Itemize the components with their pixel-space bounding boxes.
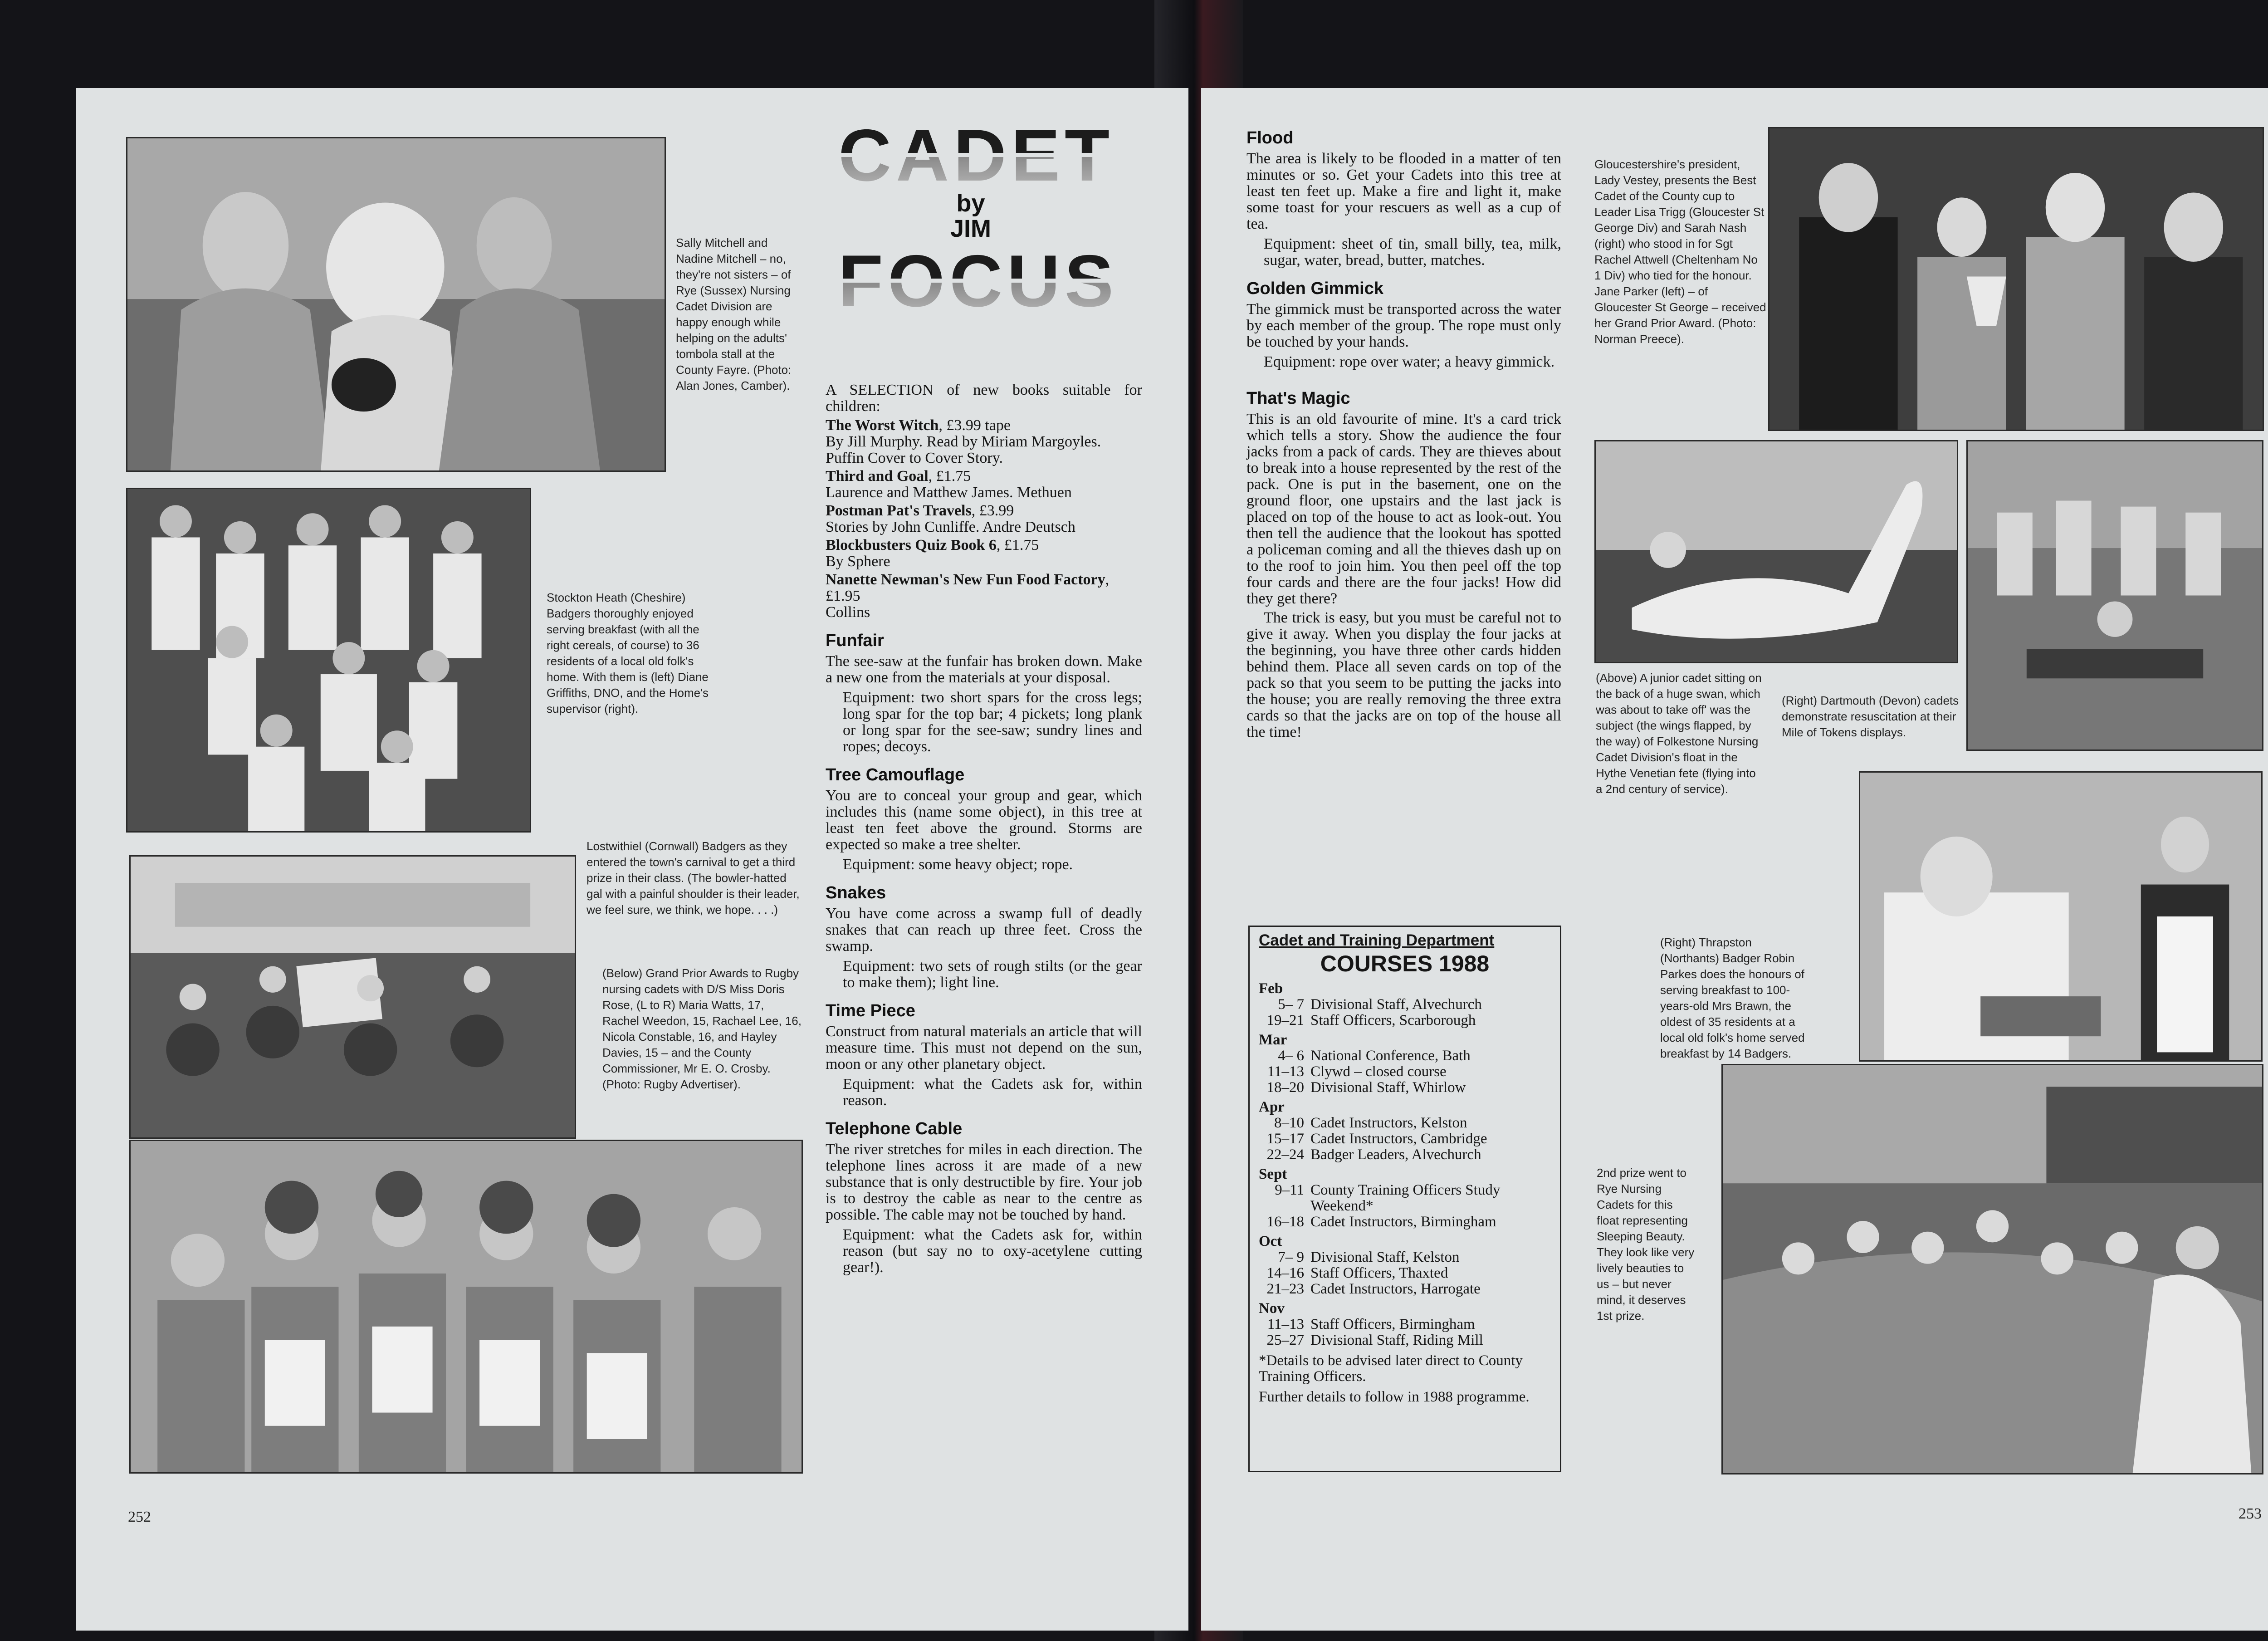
- section-equipment: Equipment: what the Cadets ask for, within reason.: [843, 1076, 1142, 1109]
- section-heading: Snakes: [826, 883, 886, 902]
- course-name: National Conference, Bath: [1310, 1048, 1471, 1064]
- course-name: Staff Officers, Scarborough: [1310, 1012, 1476, 1029]
- caption-tombola: Sally Mitchell and Nadine Mitchell – no, they're not sisters – of Rye (Sussex) Nursing Cadet Division are happy enough while helping on the adults' tombola stall at the County Fayre. (Photo: Alan Jones, Camber).: [676, 236, 792, 392]
- caption-stockton: Stockton Heath (Cheshire) Badgers thoroughly enjoyed serving breakfast (with all the right cereals, of course) to 36 residents of a local old folk's home. With them is (left) Diane Griffiths, DNO, and the Home's supervisor (right).: [547, 591, 709, 715]
- section-body: You are to conceal your group and gear, which includes this (name some object), in this tree at least ten feet above the ground. Storms are expected so make a tree shelter.: [826, 787, 1142, 853]
- section-body: This is an old favourite of mine. It's a card trick which tells a story. Show the audience the four jacks from a pack of cards. They are thieves about to break into a house represented by the rest of the pack. One is put in the basement, one on the ground floor, one upstairs and the last jack is placed on top of the house to act as look-out. You then tell the audience that the lookout has spotted a policeman coming and all the thieves dash up on to the roof to join him. You then peel off the top four cards and there are the four jacks! How did they get there?: [1246, 411, 1561, 607]
- caption-swan-float: (Above) A junior cadet sitting on the back of a huge swan, which was about to take off' was the subject (the wings flapped, by the way) of Folkestone Nursing Cadet Division's float in the Hythe Venetian fete (flying into a 2nd century of service).: [1596, 671, 1762, 796]
- course-month: Nov: [1259, 1300, 1285, 1317]
- photo-gloucestershire-cup: [1768, 127, 2264, 431]
- section-body: The river stretches for miles in each direction. The telephone lines across it are made of a new substance that is only destructible by fire. Your job is to destroy the cable as near to the centre as possible. The cable may not be touched by hand.: [826, 1141, 1142, 1223]
- course-event: [1259, 1147, 1551, 1163]
- course-month: Sept: [1259, 1166, 1287, 1182]
- course-event: [1259, 1064, 1551, 1080]
- course-name: Staff Officers, Thaxted: [1310, 1265, 1448, 1281]
- course-month: Oct: [1259, 1233, 1282, 1249]
- course-event: [1259, 1281, 1551, 1297]
- caption-sleeping-beauty: 2nd prize went to Rye Nursing Cadets for this float representing Sleeping Beauty. They look like very lively beauties to us – but never mind, it deserves 1st prize.: [1597, 1166, 1695, 1323]
- title-focus: FOCUS: [838, 240, 1118, 322]
- section-heading: Telephone Cable: [826, 1119, 963, 1138]
- caption-rugby-awards: (Below) Grand Prior Awards to Rugby nursing cadets with D/S Miss Doris Rose, (L to R) Maria Watts, 17, Rachel Weedon, 15, Rachael Lee, 16, Nicola Constable, 16, and Hayley Davies, 15 – and the County Commissioner, Mr E. O. Crosby. (Photo: Rugby Advertiser).: [602, 966, 802, 1091]
- section-body: The trick is easy, but you must be careful not to give it away. When you display the four jacks at the beginning, you have three other cards hidden behind them. Place all seven cards on top of the pack so that you seem to be putting the jacks into the house; you are really removing the three extra cards so that the jacks are on top of the house all the time!: [1246, 609, 1561, 740]
- course-event: [1259, 1265, 1551, 1281]
- course-dates: 5– 7: [1278, 996, 1304, 1013]
- course-dates: 22–24: [1266, 1146, 1304, 1163]
- section-body: The see-saw at the funfair has broken down. Make a new one from the materials at your disposal.: [826, 653, 1142, 686]
- photo-swan-float: [1594, 440, 1958, 663]
- course-dates: 15–17: [1266, 1131, 1304, 1147]
- course-month: Feb: [1259, 980, 1283, 997]
- course-dates: 21–23: [1266, 1281, 1304, 1297]
- course-name: County Training Officers Study Weekend*: [1310, 1182, 1501, 1214]
- photo-thrapston-breakfast: [1859, 771, 2263, 1062]
- courses-header: Cadet and Training Department: [1259, 931, 1495, 949]
- photo-sleeping-beauty-float: [1721, 1064, 2263, 1474]
- course-dates: 25–27: [1266, 1332, 1304, 1348]
- caption-dartmouth: (Right) Dartmouth (Devon) cadets demonstrate resuscitation at their Mile of Tokens displays.: [1782, 694, 1959, 739]
- course-name: Divisional Staff, Kelston: [1310, 1249, 1460, 1265]
- course-name: Badger Leaders, Alvechurch: [1310, 1146, 1481, 1163]
- section-heading: Tree Camouflage: [826, 765, 965, 784]
- course-name: Cadet Instructors, Birmingham: [1310, 1214, 1496, 1230]
- caption-lostwithiel: Lostwithiel (Cornwall) Badgers as they entered the town's carnival to get a third prize in their class. (The bowler-hatted gal with a painful shoulder is their leader, we feel sure, we think, we hope. . . .): [587, 839, 800, 916]
- page-number-right: 253: [2239, 1505, 2262, 1522]
- title-by: by: [956, 190, 985, 217]
- course-event: [1259, 1013, 1551, 1029]
- course-dates: 11–13: [1267, 1316, 1304, 1332]
- section-equipment: Equipment: sheet of tin, small billy, tea, milk, sugar, water, bread, butter, matches.: [1264, 235, 1561, 269]
- section-body: Construct from natural materials an article that will measure time. This must not depend on the sun, moon or any other planetary object.: [826, 1023, 1142, 1073]
- page-number-left: 252: [128, 1509, 151, 1525]
- section-equipment: Equipment: what the Cadets ask for, within reason (but say no to oxy-acetylene cutting gear!).: [843, 1226, 1142, 1276]
- courses-note: Further details to follow in 1988 programme.: [1259, 1389, 1530, 1405]
- photo-rugby-awards: [129, 1140, 803, 1474]
- right-text-column: [1246, 128, 1561, 743]
- courses-title: COURSES 1988: [1320, 951, 1490, 976]
- course-dates: 8–10: [1274, 1115, 1304, 1131]
- section-equipment: Equipment: two short spars for the cross legs; long spar for the top bar; 4 pickets; long plank or long spar for the see-saw; sundry lines and ropes; decoys.: [843, 689, 1142, 755]
- course-name: Divisional Staff, Riding Mill: [1310, 1332, 1483, 1348]
- courses-list: [1259, 981, 1551, 1348]
- book-item: The Worst Witch, £3.99 tape By Jill Murphy. Read by Miriam Margoyles. Puffin Cover to Cover Story.: [826, 417, 1101, 466]
- courses-note: *Details to be advised later direct to County Training Officers.: [1259, 1352, 1523, 1385]
- course-name: Cadet Instructors, Harrogate: [1310, 1281, 1481, 1297]
- course-name: Divisional Staff, Alvechurch: [1310, 996, 1482, 1013]
- course-dates: 18–20: [1266, 1079, 1304, 1096]
- book-item: Nanette Newman's New Fun Food Factory, £1.95 Collins: [826, 571, 1110, 621]
- course-dates: 9–11: [1275, 1182, 1304, 1198]
- course-event: [1259, 997, 1551, 1013]
- title-byline: [925, 191, 1016, 241]
- section-heading: Funfair: [826, 631, 884, 650]
- section-body: You have come across a swamp full of deadly snakes that can reach up three feet. Cross the swamp.: [826, 905, 1142, 955]
- section-heading: Flood: [1246, 128, 1294, 147]
- left-text-column: [826, 382, 1142, 1279]
- section-heading: That's Magic: [1246, 389, 1350, 408]
- course-name: Cadet Instructors, Kelston: [1310, 1115, 1467, 1131]
- photo-lostwithiel-carnival: [129, 855, 576, 1139]
- course-dates: 7– 9: [1278, 1249, 1304, 1265]
- photo-stockton-badgers: [126, 488, 531, 833]
- section-equipment: Equipment: two sets of rough stilts (or the gear to make them); light line.: [843, 958, 1142, 991]
- title-cadet: CADET: [838, 114, 1114, 196]
- book-item: Third and Goal, £1.75 Laurence and Matthew James. Methuen: [826, 468, 1072, 501]
- course-name: Cadet Instructors, Cambridge: [1310, 1131, 1487, 1147]
- course-event: [1259, 1182, 1551, 1214]
- book-item: Blockbusters Quiz Book 6, £1.75 By Sphere: [826, 537, 1039, 570]
- courses-box: [1248, 926, 1561, 1472]
- caption-thrapston: (Right) Thrapston (Northants) Badger Robin Parkes does the honours of serving breakfast to 100-years-old Mrs Brawn, the oldest of 35 residents at a local old folk's home served breakfast by 14 Badgers.: [1660, 936, 1805, 1060]
- book-item: Postman Pat's Travels, £3.99 Stories by John Cunliffe. Andre Deutsch: [826, 502, 1075, 535]
- photo-tombola-stall: [126, 137, 666, 472]
- intro-text: A SELECTION of new books suitable for children:: [826, 382, 1142, 415]
- course-event: [1259, 1131, 1551, 1147]
- title-author: JIM: [950, 215, 992, 242]
- course-name: Clywd – closed course: [1310, 1063, 1447, 1080]
- course-dates: 4– 6: [1278, 1048, 1304, 1064]
- course-event: [1259, 1317, 1551, 1332]
- section-body: The area is likely to be flooded in a matter of ten minutes or so. Get your Cadets into this tree at least ten feet up. Make a fire and light it, make some toast for your rescuers as well as a cup of tea.: [1246, 150, 1561, 232]
- course-dates: 14–16: [1266, 1265, 1304, 1281]
- course-name: Staff Officers, Birmingham: [1310, 1316, 1475, 1332]
- course-event: [1259, 1249, 1551, 1265]
- section-heading: Time Piece: [826, 1001, 915, 1020]
- book-list: [826, 417, 1142, 621]
- photo-dartmouth-resus: [1966, 440, 2263, 751]
- course-name: Divisional Staff, Whirlow: [1310, 1079, 1466, 1096]
- course-event: [1259, 1214, 1551, 1230]
- course-month: Mar: [1259, 1032, 1287, 1048]
- section-heading: Golden Gimmick: [1246, 279, 1383, 298]
- section-equipment: Equipment: some heavy object; rope.: [843, 856, 1073, 873]
- section-body: The gimmick must be transported across the water by each member of the group. The rope must only be touched by your hands.: [1246, 301, 1561, 350]
- caption-gloucestershire: Gloucestershire's president, Lady Vestey, presents the Best Cadet of the County cup to Leader Lisa Trigg (Gloucester St George Div) and Sarah Nash (right) who stood in for Sgt Rachel Attwell (Cheltenham No 1 Div) who tied for the honour. Jane Parker (left) – of Gloucester St George – received her Grand Prior Award. (Photo: Norman Preece).: [1594, 157, 1766, 346]
- course-event: [1259, 1080, 1551, 1096]
- course-dates: 11–13: [1267, 1063, 1304, 1080]
- course-event: [1259, 1332, 1551, 1348]
- course-dates: 16–18: [1266, 1214, 1304, 1230]
- course-month: Apr: [1259, 1099, 1285, 1115]
- course-event: [1259, 1115, 1551, 1131]
- section-equipment: Equipment: rope over water; a heavy gimmick.: [1264, 353, 1555, 370]
- course-event: [1259, 1048, 1551, 1064]
- course-dates: 19–21: [1266, 1012, 1304, 1029]
